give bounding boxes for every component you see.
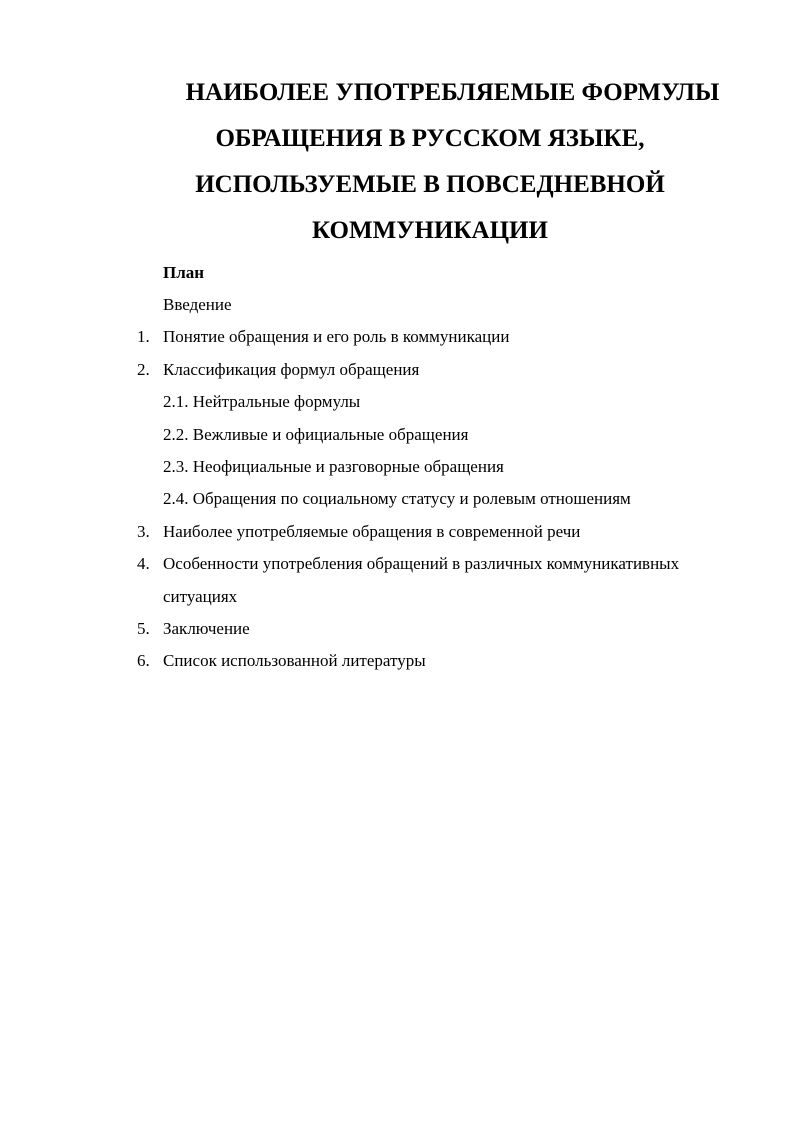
toc-item-2-2: [0, 422, 800, 454]
toc-item-2-4: [0, 486, 800, 518]
table-of-contents: [0, 292, 800, 681]
toc-item-text: Понятие обращения и его роль в коммуникации: [163, 327, 510, 347]
toc-item-text: 2.4. Обращения по социальному статусу и ролевым отношениям: [163, 489, 631, 509]
title-line: ОБРАЩЕНИЯ В РУССКОМ ЯЗЫКЕ,: [215, 125, 645, 152]
toc-item-2-3: [0, 454, 800, 486]
toc-item-text: Классификация формул обращения: [163, 359, 420, 379]
toc-item-text: Наиболее употребляемые обращения в современной речи: [163, 521, 581, 541]
title-line: ИСПОЛЬЗУЕМЫЕ В ПОВСЕДНЕВНОЙ: [195, 171, 665, 198]
toc-item-text: Особенности употребления обращений в различных коммуникативных ситуациях: [163, 554, 680, 606]
toc-item-text: 2.2. Вежливые и официальные обращения: [163, 424, 469, 444]
plan-heading: План: [163, 263, 205, 282]
toc-item-text: Список использованной литературы: [163, 651, 426, 671]
toc-item-1: [0, 324, 800, 356]
toc-item-number: 4.: [137, 554, 150, 574]
toc-item-number: 1.: [137, 327, 150, 347]
toc-item-number: 5.: [137, 618, 150, 638]
document-title: [140, 70, 720, 254]
toc-item-introduction: [0, 292, 800, 324]
toc-item-text: Введение: [163, 295, 232, 314]
toc-item-number: 3.: [137, 521, 150, 541]
toc-item-text: 2.1. Нейтральные формулы: [163, 392, 361, 412]
toc-item-2-1: [0, 389, 800, 421]
toc-item-number: 6.: [137, 651, 150, 671]
toc-item-6: [0, 648, 800, 680]
title-line: НАИБОЛЕЕ УПОТРЕБЛЯЕМЫЕ ФОРМУЛЫ: [185, 79, 720, 106]
toc-item-2: [0, 357, 800, 389]
toc-item-4: [0, 551, 800, 616]
toc-item-number: 2.: [137, 359, 150, 379]
toc-item-5: [0, 616, 800, 648]
toc-item-text: Заключение: [163, 618, 250, 638]
title-line: КОММУНИКАЦИИ: [312, 217, 548, 244]
toc-item-text: 2.3. Неофициальные и разговорные обращения: [163, 456, 504, 476]
toc-item-3: [0, 519, 800, 551]
